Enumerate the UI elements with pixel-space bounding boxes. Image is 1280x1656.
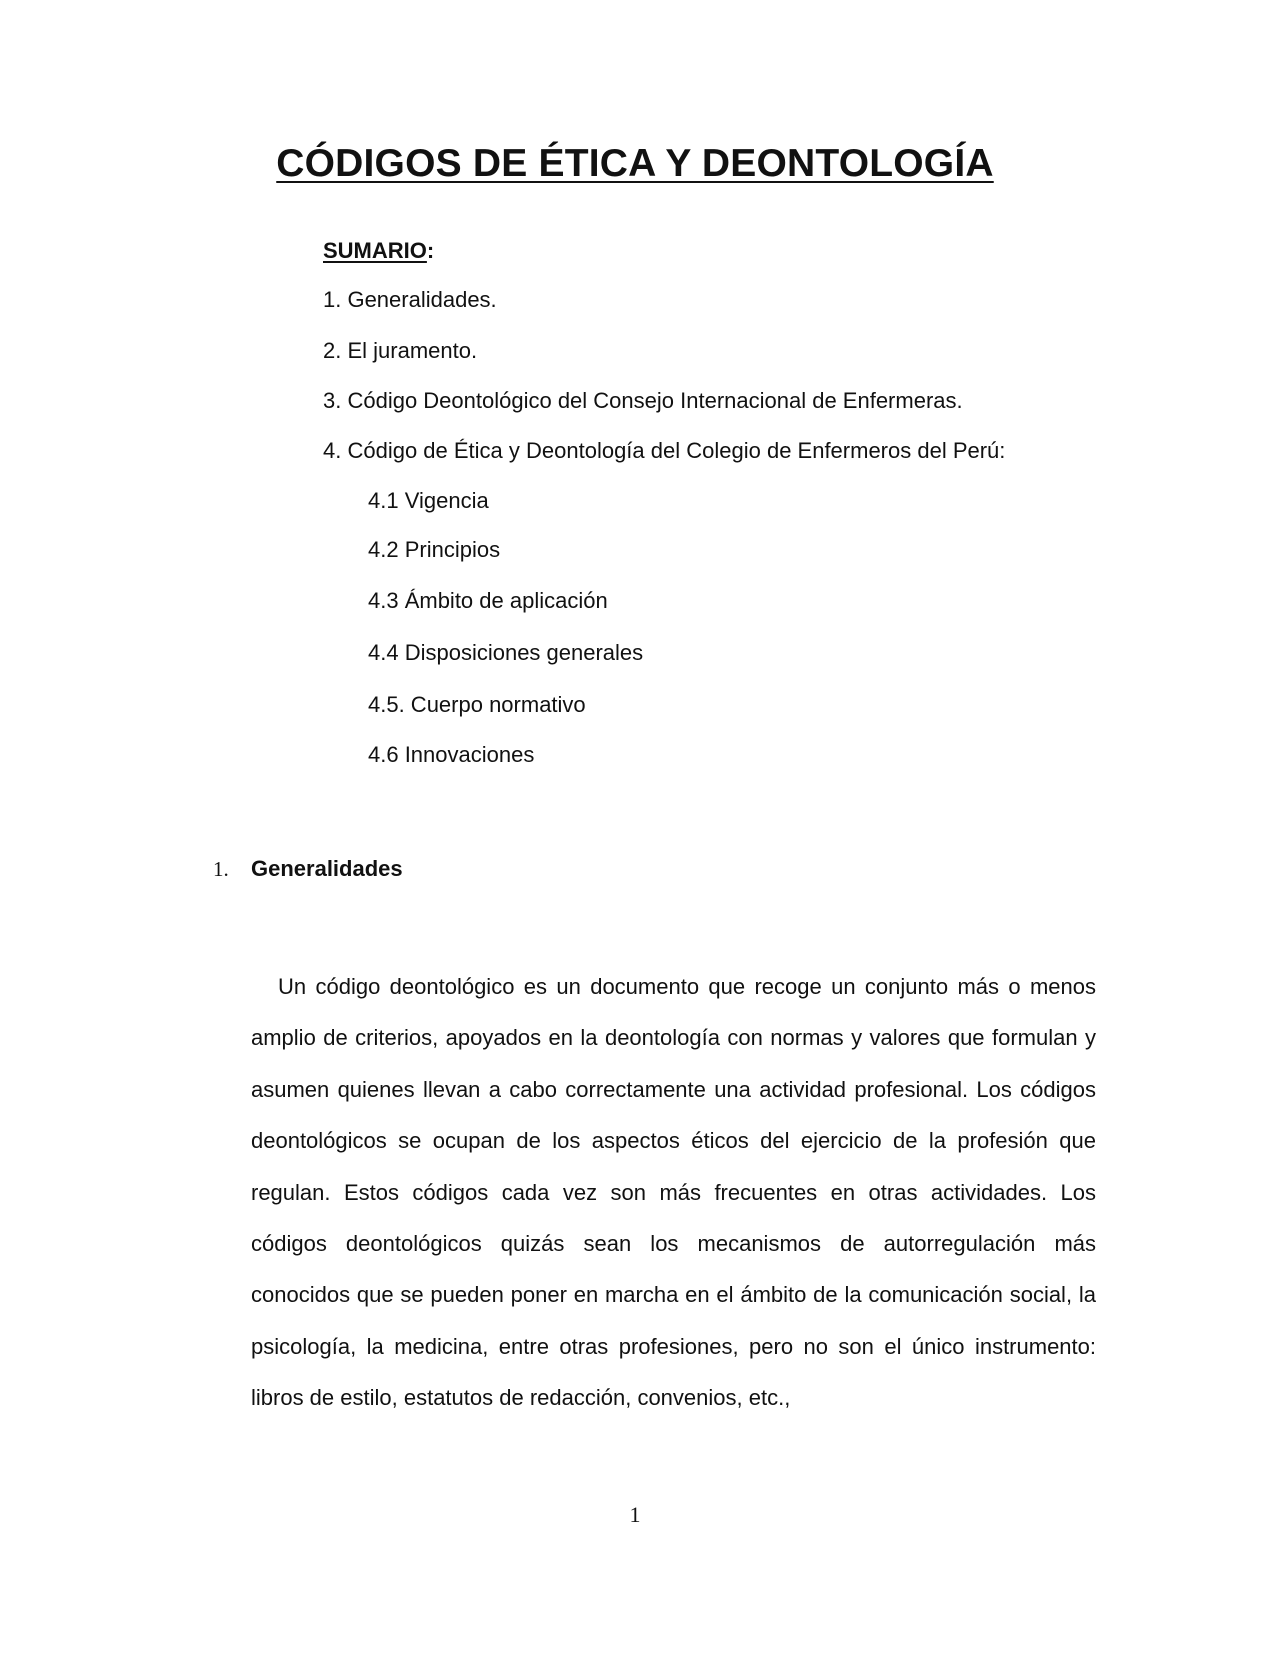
summary-heading-colon: : (426, 238, 435, 263)
summary-item: 1. Generalidades. (323, 287, 497, 312)
summary-subitem: 4.6 Innovaciones (368, 742, 535, 767)
summary-subitem: 4.5. Cuerpo normativo (368, 692, 586, 717)
summary-subitem: 4.4 Disposiciones generales (368, 640, 644, 665)
summary-subitem: 4.2 Principios (368, 537, 501, 562)
section-title: Generalidades (251, 856, 403, 881)
section-heading (213, 856, 403, 882)
page-number: 1 (629, 1502, 641, 1527)
document-title: CÓDIGOS DE ÉTICA Y DEONTOLOGÍA (276, 142, 994, 185)
summary-heading (323, 238, 434, 264)
summary-heading-label: SUMARIO (323, 238, 427, 263)
summary-item: 4. Código de Ética y Deontología del Colegio de Enfermeros del Perú: (323, 438, 1006, 463)
summary-subitem: 4.1 Vigencia (368, 488, 489, 513)
section-body-paragraph: Un código deontológico es un documento que recoge un conjunto más o menos amplio de criterios, apoyados en la deontología con normas y valores que formulan y asumen quienes llevan a cabo correctamente una actividad profesional. Los códigos deontológicos se ocupan de los aspectos éticos del ejercicio de la profesión que regulan. Estos códigos cada vez son más frecuentes en otras actividades. Los códigos deontológicos quizás sean los mecanismos de autorregulación más conocidos que se pueden poner en marcha en el ámbito de la comunicación social, la psicología, la medicina, entre otras profesiones, pero no son el único instrumento: libros de estilo, estatutos de redacción, convenios, etc., (251, 974, 1096, 1411)
summary-item: 3. Código Deontológico del Consejo Internacional de Enfermeras. (323, 388, 963, 413)
section-number: 1. (213, 857, 229, 881)
summary-subitem: 4.3 Ámbito de aplicación (368, 588, 608, 613)
summary-item: 2. El juramento. (323, 338, 478, 363)
